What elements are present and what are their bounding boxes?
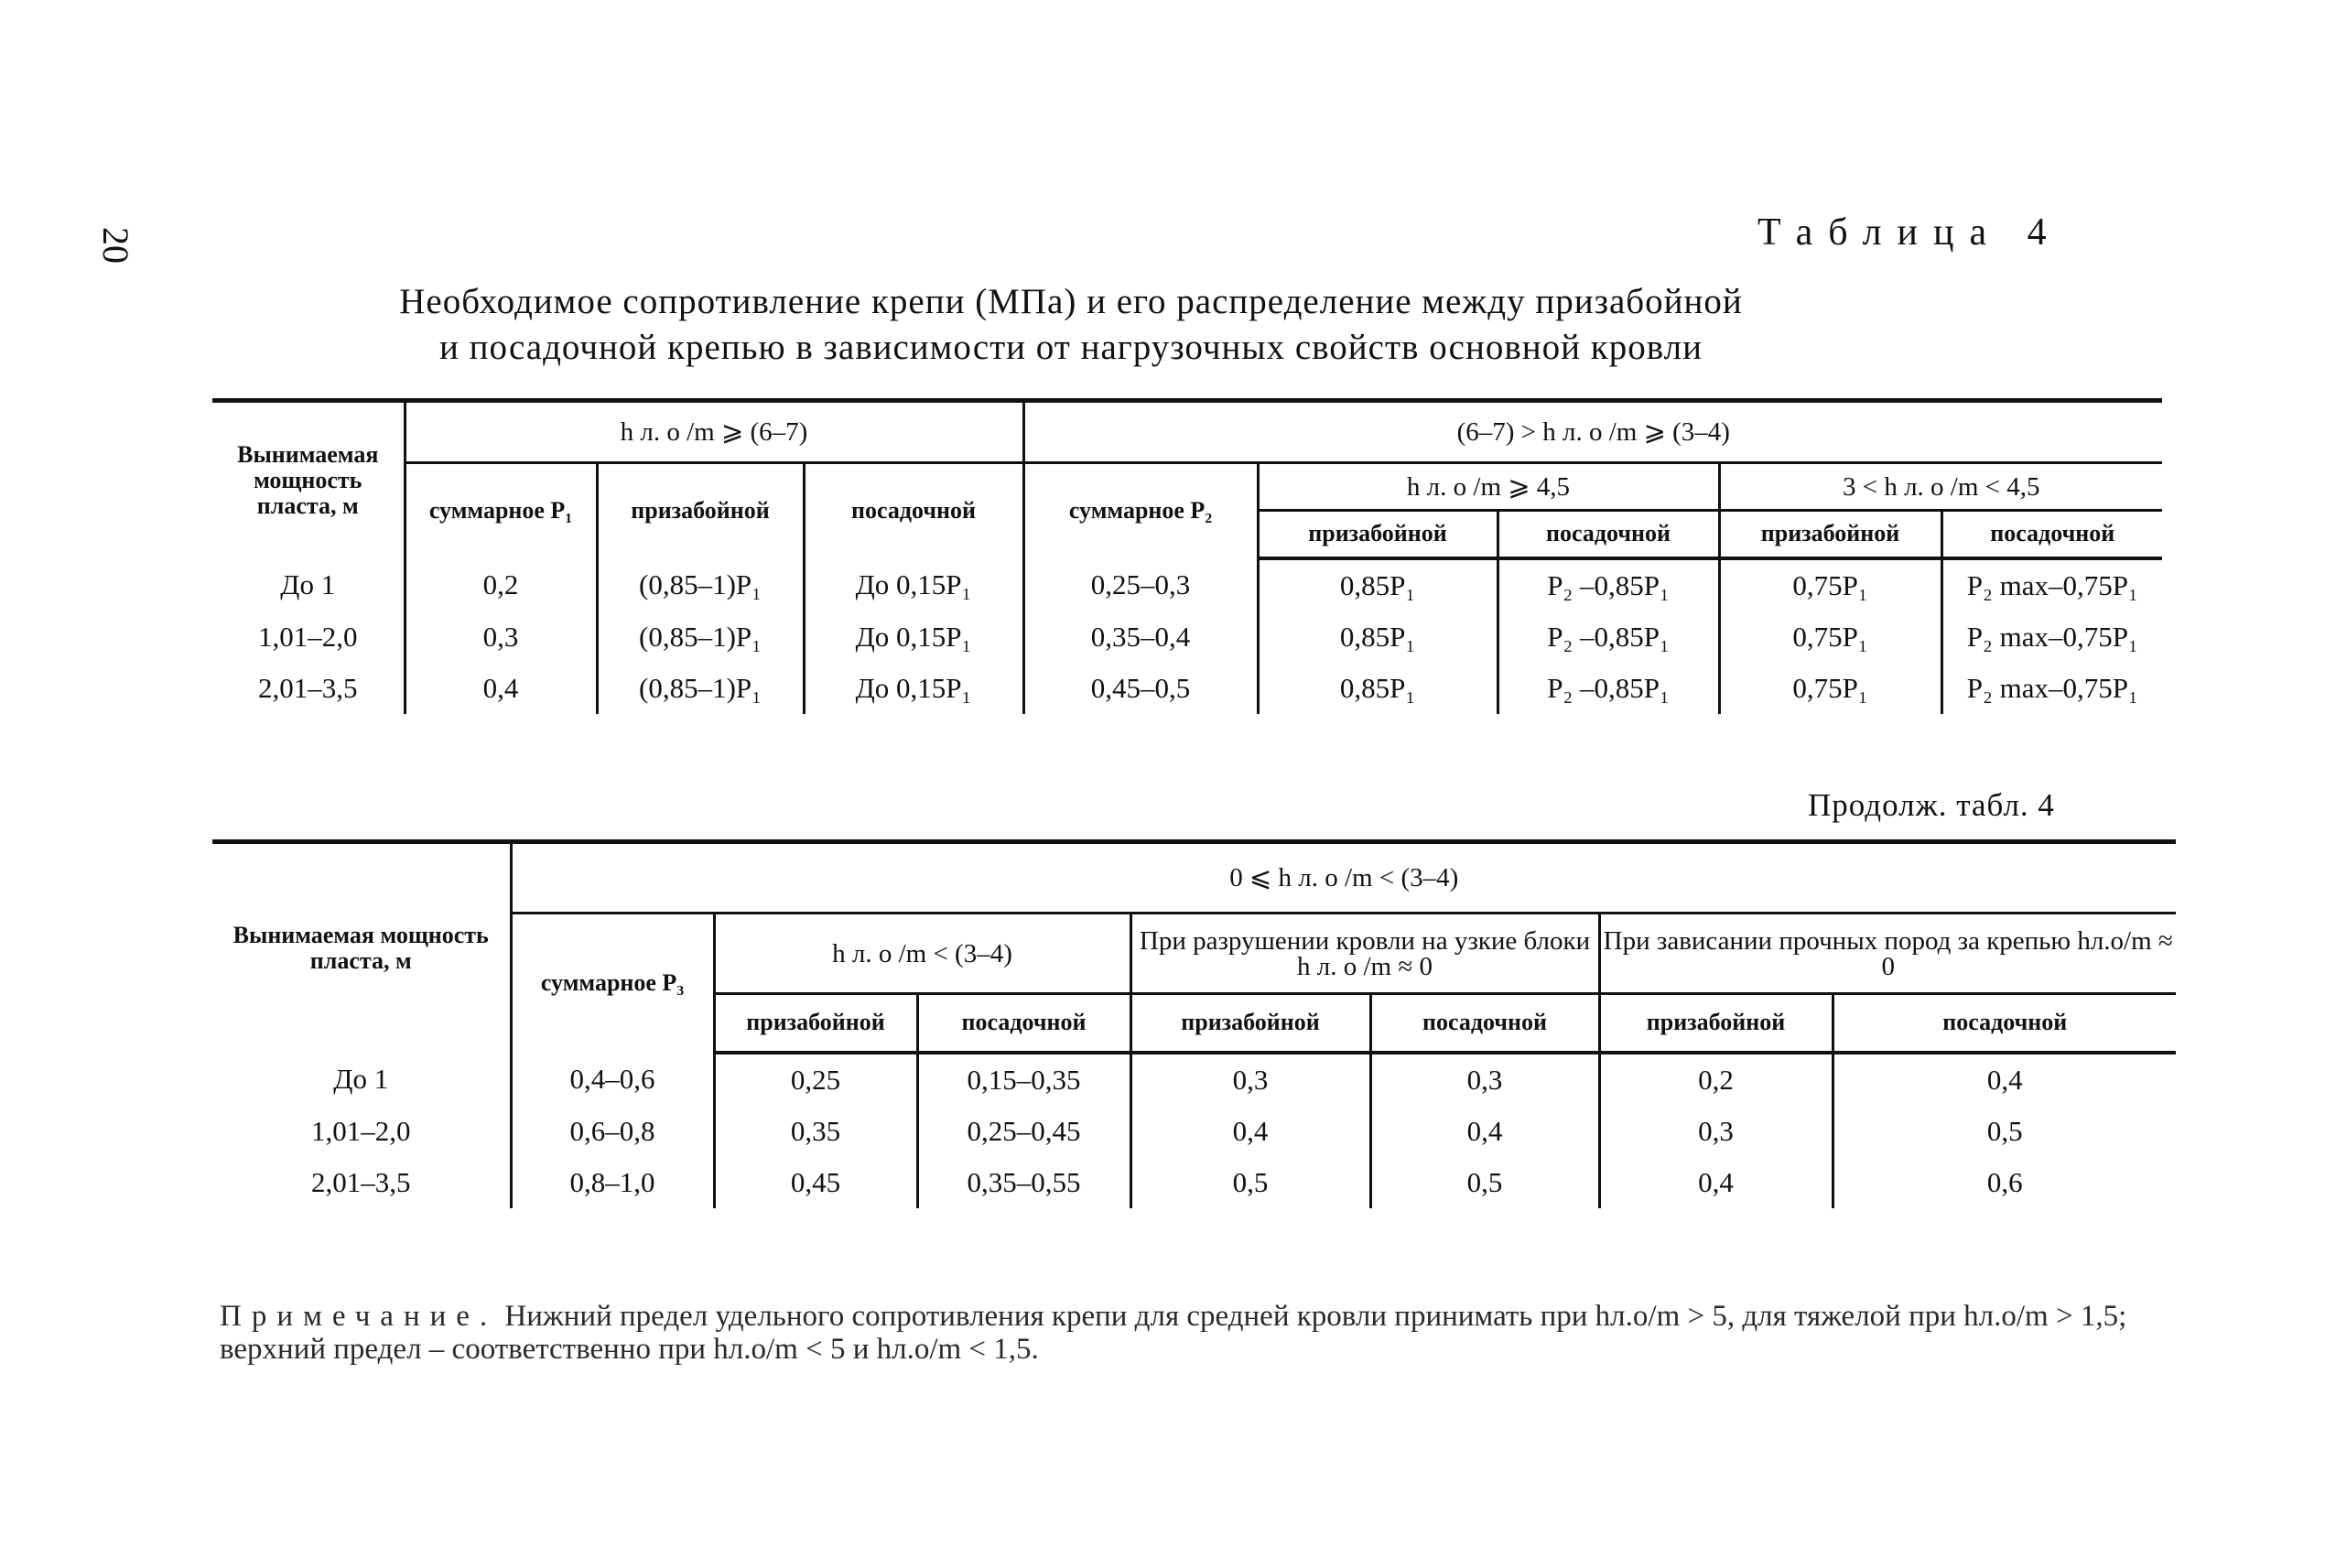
t2-cell: 0,4 — [1130, 1106, 1370, 1157]
table-row — [212, 558, 2162, 611]
table-row — [212, 1157, 2176, 1208]
t1-cell: До 0,15P₁ — [804, 663, 1023, 714]
t1-col-back-a: посадочной — [804, 463, 1023, 558]
t1-cell: P₂ –0,85P₁ — [1498, 558, 1719, 611]
t2-cell: 1,01–2,0 — [212, 1106, 511, 1157]
t1-col-front-b2: призабойной — [1719, 511, 1941, 558]
t2-group: 0 ⩽ h л. о /m < (3–4) — [511, 842, 2176, 914]
t2-cell: 0,5 — [1370, 1157, 1599, 1208]
t1-cell: 0,75P₁ — [1719, 558, 1941, 611]
table-title — [302, 279, 1840, 371]
t1-cell: (0,85–1)P₁ — [597, 558, 804, 611]
t1-cell: P₂ max–0,75P₁ — [1941, 663, 2162, 714]
t1-group-a: h л. о /m ⩾ (6–7) — [405, 401, 1023, 463]
footnote-lead: Примечание. — [220, 1300, 498, 1333]
t2-col-sum-p3: суммарное P₃ — [511, 914, 714, 1053]
t2-cell: 0,4 — [1833, 1053, 2176, 1106]
footnote-text: Нижний предел удельного сопротивления крепи для средней кровли принимать при hл.о/m > 5, для тяжелой при hл.о/m > 1,5; верхний предел – соответственно при hл.о/m < 5 и hл.о/m < 1,5. — [220, 1300, 2127, 1366]
t1-cell: 0,25–0,3 — [1023, 558, 1258, 611]
t2-cell: 0,5 — [1833, 1106, 2176, 1157]
t2-cell: 0,45 — [714, 1157, 917, 1208]
t1-row-header: Вынимаемая мощность пласта, м — [212, 401, 405, 558]
table-title-line-1: Необходимое сопротивление крепи (МПа) и его распределение между призабойной — [399, 282, 1743, 321]
table-1 — [212, 398, 2162, 714]
table-label: Таблица 4 — [1757, 211, 2062, 254]
page-number: 20 — [95, 227, 136, 264]
t2-sub-c3: При зависании прочных пород за крепью hл.о/m ≈ 0 — [1599, 914, 2176, 994]
t2-sub-c1: h л. о /m < (3–4) — [714, 914, 1130, 994]
t1-cell: 0,45–0,5 — [1023, 663, 1258, 714]
t1-sub-b1: h л. о /m ⩾ 4,5 — [1258, 463, 1719, 511]
t1-cell: 0,75P₁ — [1719, 663, 1941, 714]
t1-cell: P₂ –0,85P₁ — [1498, 611, 1719, 663]
t1-cell: До 0,15P₁ — [804, 611, 1023, 663]
t1-cell: 0,3 — [405, 611, 597, 663]
t2-cell: 0,3 — [1599, 1106, 1833, 1157]
t2-cell: 0,3 — [1370, 1053, 1599, 1106]
t2-sub-c2: При разрушении кровли на узкие блоки h л. о /m ≈ 0 — [1130, 914, 1599, 994]
t1-cell: (0,85–1)P₁ — [597, 611, 804, 663]
t1-col-front-b1: призабойной — [1258, 511, 1498, 558]
t1-cell: 0,75P₁ — [1719, 611, 1941, 663]
t2-col-back-c3: посадочной — [1833, 994, 2176, 1053]
t1-cell: 0,35–0,4 — [1023, 611, 1258, 663]
t2-row-header: Вынимаемая мощность пласта, м — [212, 842, 511, 1053]
table-title-line-2: и посадочной крепью в зависимости от нагрузочных свойств основной кровли — [439, 328, 1703, 367]
t1-cell: 0,4 — [405, 663, 597, 714]
t1-cell: 2,01–3,5 — [212, 663, 405, 714]
t2-cell: 0,4–0,6 — [511, 1053, 714, 1106]
t2-cell: 0,2 — [1599, 1053, 1833, 1106]
t1-col-sum-p2: суммарное P₂ — [1023, 463, 1258, 558]
t2-cell: 0,35 — [714, 1106, 917, 1157]
t2-cell: 0,5 — [1130, 1157, 1370, 1208]
t2-cell: 0,3 — [1130, 1053, 1370, 1106]
t1-cell: До 0,15P₁ — [804, 558, 1023, 611]
t2-col-back-c2: посадочной — [1370, 994, 1599, 1053]
table-2 — [212, 839, 2176, 1208]
table-row — [212, 611, 2162, 663]
t1-col-sum-p1: суммарное P₁ — [405, 463, 597, 558]
t2-col-front-c1: призабойной — [714, 994, 917, 1053]
t1-cell: 0,85P₁ — [1258, 663, 1498, 714]
t1-cell: (0,85–1)P₁ — [597, 663, 804, 714]
t1-group-b: (6–7) > h л. о /m ⩾ (3–4) — [1023, 401, 2162, 463]
t2-cell: 0,8–1,0 — [511, 1157, 714, 1208]
t2-col-front-c2: призабойной — [1130, 994, 1370, 1053]
t1-cell: P₂ –0,85P₁ — [1498, 663, 1719, 714]
footnote — [220, 1300, 2160, 1366]
t2-cell: 0,6–0,8 — [511, 1106, 714, 1157]
continuation-label: Продолж. табл. 4 — [1808, 787, 2055, 823]
t2-cell: 0,4 — [1370, 1106, 1599, 1157]
t2-cell: 0,4 — [1599, 1157, 1833, 1208]
table-row — [212, 1053, 2176, 1106]
t2-cell: 2,01–3,5 — [212, 1157, 511, 1208]
t2-cell: 0,35–0,55 — [917, 1157, 1130, 1208]
t2-cell: 0,6 — [1833, 1157, 2176, 1208]
t1-cell: 0,85P₁ — [1258, 558, 1498, 611]
table-row — [212, 663, 2162, 714]
t1-cell: P₂ max–0,75P₁ — [1941, 611, 2162, 663]
t1-cell: 0,85P₁ — [1258, 611, 1498, 663]
t1-cell: P₂ max–0,75P₁ — [1941, 558, 2162, 611]
t1-col-back-b2: посадочной — [1941, 511, 2162, 558]
t2-col-front-c3: призабойной — [1599, 994, 1833, 1053]
t2-cell: 0,15–0,35 — [917, 1053, 1130, 1106]
t1-col-back-b1: посадочной — [1498, 511, 1719, 558]
t1-cell: 0,2 — [405, 558, 597, 611]
t1-sub-b2: 3 < h л. о /m < 4,5 — [1719, 463, 2162, 511]
t2-cell: 0,25 — [714, 1053, 917, 1106]
t2-cell: До 1 — [212, 1053, 511, 1106]
t1-col-front-a: призабойной — [597, 463, 804, 558]
t1-cell: 1,01–2,0 — [212, 611, 405, 663]
t1-cell: До 1 — [212, 558, 405, 611]
t2-col-back-c1: посадочной — [917, 994, 1130, 1053]
table-row — [212, 1106, 2176, 1157]
t2-cell: 0,25–0,45 — [917, 1106, 1130, 1157]
